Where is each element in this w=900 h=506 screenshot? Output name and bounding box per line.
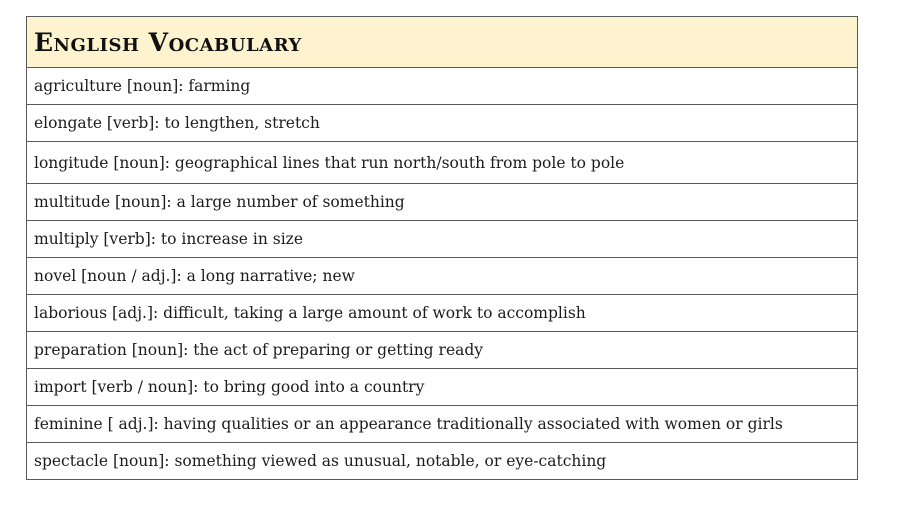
vocab-entry-feminine: feminine [ adj.]: having qualities or an appearance traditionally associated with women or girls bbox=[27, 406, 858, 443]
table-row bbox=[27, 443, 858, 480]
vocab-entry-spectacle: spectacle [noun]: something viewed as unusual, notable, or eye-catching bbox=[27, 443, 858, 480]
vocab-entry-multitude: multitude [noun]: a large number of something bbox=[27, 184, 858, 221]
vocabulary-table bbox=[26, 16, 858, 480]
header-row bbox=[27, 17, 858, 68]
vocab-entry-multiply: multiply [verb]: to increase in size bbox=[27, 221, 858, 258]
table-row bbox=[27, 184, 858, 221]
vocab-entry-preparation: preparation [noun]: the act of preparing or getting ready bbox=[27, 332, 858, 369]
table-row bbox=[27, 295, 858, 332]
table-row bbox=[27, 105, 858, 142]
table-row bbox=[27, 406, 858, 443]
page-title: English Vocabulary bbox=[34, 27, 302, 57]
table-row bbox=[27, 142, 858, 184]
vocab-entry-longitude: longitude [noun]: geographical lines that run north/south from pole to pole bbox=[27, 142, 858, 184]
table-row bbox=[27, 369, 858, 406]
vocab-entry-agriculture: agriculture [noun]: farming bbox=[27, 68, 858, 105]
table-row bbox=[27, 221, 858, 258]
table-row bbox=[27, 332, 858, 369]
vocab-entry-novel: novel [noun / adj.]: a long narrative; new bbox=[27, 258, 858, 295]
vocab-entry-laborious: laborious [adj.]: difficult, taking a large amount of work to accomplish bbox=[27, 295, 858, 332]
header-cell bbox=[27, 17, 858, 68]
table-row bbox=[27, 68, 858, 105]
table-row bbox=[27, 258, 858, 295]
vocab-entry-import: import [verb / noun]: to bring good into a country bbox=[27, 369, 858, 406]
vocab-entry-elongate: elongate [verb]: to lengthen, stretch bbox=[27, 105, 858, 142]
